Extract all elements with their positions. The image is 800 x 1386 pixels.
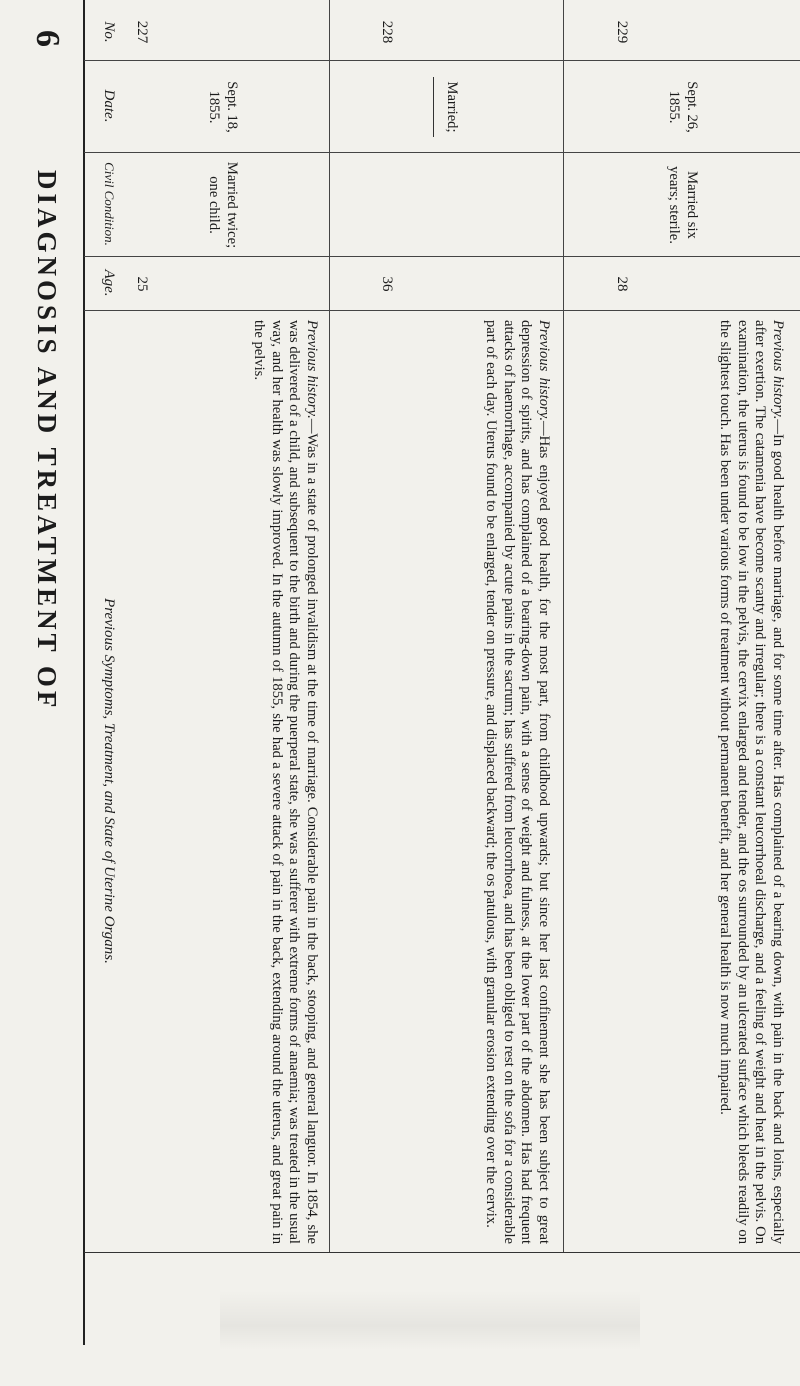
case-date: Sept. 26, 1855. — [666, 81, 700, 133]
case-history-lead: Previous history. — [304, 320, 320, 419]
table-top-rule — [83, 0, 85, 1345]
col-divider-date — [84, 152, 800, 153]
case-date — [425, 66, 460, 148]
col-divider-no — [84, 60, 800, 61]
col-head-date: Date. — [101, 89, 117, 123]
age: 25 — [134, 276, 150, 292]
case-history — [482, 320, 552, 1244]
case-history — [250, 320, 320, 1244]
age: 36 — [379, 276, 395, 292]
date-rule — [433, 77, 434, 137]
case-number: 227 — [134, 20, 150, 44]
column-head-rule — [84, 1252, 800, 1253]
civil-condition: Married twice; one child. — [206, 161, 240, 249]
col-head-symptoms: Previous Symptoms, Treatment, and State of Uterine Organs. — [101, 598, 117, 964]
case-table — [72, 0, 800, 1370]
case-history-text: —Was in a state of prolonged invalidism at the time of marriage. Considerable pain in the back, stooping, and general languor. In 1854, she was delivered of a child, and subsequent to the birth and during the puerperal state, she was a sufferer with extreme forms of anaemia; was treated in the usual way, and her health was slowly improved. In the autumn of 1855, she had a severe attack of pain in the back, extending around the uterus, and great pain in the pelvis. — [251, 320, 320, 1244]
case-history-lead: Previous history. — [770, 320, 786, 420]
col-head-no: No. — [101, 21, 117, 43]
page-header — [26, 30, 66, 1360]
case-date-text: Married; — [444, 81, 460, 133]
case-history-text: —In good health before marriage, and for some time after. Has complained of a bearing down, with pain in the back and loins, especially after exertion. The catamenia have become scanty and irregular; there is a constant leucorrhoeal discharge, and a feeling of weight and heat in the pelvis. On examination, the uterus is found to be low in the pelvis, the cervix enlarged and tender, and the os surrounded by an ulcerated surface which bleeds readily on the slightest touch. Has been under various forms of treatment without permanent benefit, and her general health is now much impaired. — [717, 320, 786, 1244]
col-head-age: Age. — [101, 269, 117, 297]
scan-shading — [220, 1290, 640, 1350]
age: 28 — [614, 276, 630, 292]
row-divider — [329, 0, 330, 1252]
col-divider-civil — [84, 256, 800, 257]
row-divider — [563, 0, 564, 1252]
page-number: 6 — [29, 30, 66, 48]
case-history — [716, 320, 786, 1244]
case-history-text: —Has enjoyed good health, for the most part, from childhood upwards; but since her last confinement she has been subject to great depression of spirits, and has complained of a bearing-down pain, with a sense of weight and fulness, at the lower part of the abdomen. Has had frequent attacks of haemorrhage, accompanied by acute pains in the sacrum; has suffered from leucorrhoea, and has been obliged to rest on the sofa for a considerable part of each day. Uterus found to be enlarged, tender on pressure, and displaced backward; the os patulous, with granular erosion extending over the cervix. — [483, 320, 552, 1244]
running-head: DIAGNOSIS AND TREATMENT OF — [32, 170, 62, 712]
civil-condition: Married six years; sterile. — [666, 166, 700, 244]
col-head-civil: Civil Condition. — [102, 162, 117, 246]
case-history-lead: Previous history. — [536, 320, 552, 422]
case-number: 228 — [379, 20, 395, 44]
case-number: 229 — [614, 20, 630, 44]
case-date: Sept. 18, 1855. — [206, 81, 240, 133]
col-divider-age — [84, 310, 800, 311]
